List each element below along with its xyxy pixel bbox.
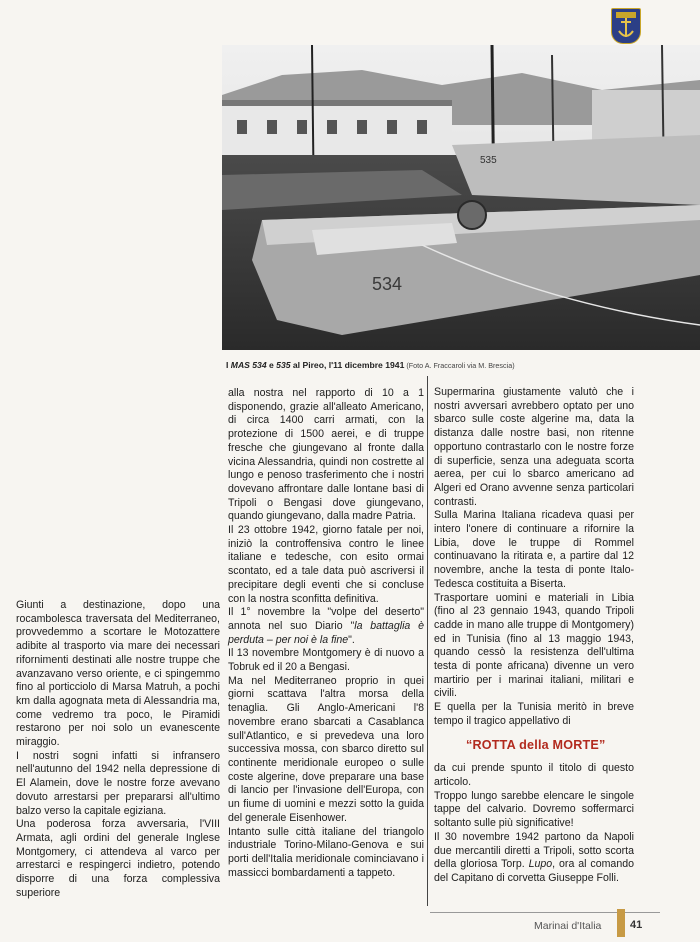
caption-prefix: I — [226, 360, 231, 370]
paragraph: I nostri sogni infatti si infransero nell'autunno del 1942 nella depressione di El Alamein, dove le nostre forze avevano dovuto arrestarsi per prepararsi all'ultimo balzo verso la capitale egiziana. — [16, 749, 220, 817]
diary-quote-end: ". — [348, 633, 355, 646]
column-3 — [434, 386, 634, 886]
paragraph: Il 23 ottobre 1942, giorno fatale per noi, iniziò la controffensiva contro le linee italiane e tedesche, con esito ormai scontato, ed a tale data può ascriversi il precipitare degli eventi che si concluse con la nostra sconfitta definitiva. — [228, 524, 424, 605]
paragraph: Troppo lungo sarebbe elencare le singole tappe del calvario. Dovremo soffermarci soltanto sulle più significative! — [434, 789, 634, 830]
paragraph: Intanto sulle città italiane del triangolo industriale Torino-Milano-Genova e sui porti dell'Italia meridionale cominciavano i massicci bombardamenti a tappeto. — [228, 825, 424, 879]
paragraph-text: Il 30 novembre 1942 partono da Napoli due mercantili diretti a Tripoli, sotto scorta della gloriosa Torp. — [434, 830, 634, 871]
paragraph: Una poderosa forza avversaria, l'VIII Armata, agli ordini del generale Inglese Montgomery, ci attendeva al varco per arrestarci e respingerci indietro, potendo disporre di una forza complessiva superiore — [16, 818, 220, 899]
mas-boats-photo — [222, 45, 700, 350]
paragraph: Ma nel Mediterraneo proprio in quei giorni scattava l'altra morsa della tenaglia. Gli Anglo-Americani l'8 novembre erano sbarcati a Casablanca sull'Atlantico, e si prevedeva una loro successiva mossa, con sbarco diretto sul continente meridionale europeo o sulle coste algerine, dove preparare una base di lancio per l'invasione dell'Europa, con un fiume di uomini e mezzi sotto la guida del generale Eisenhower. — [228, 674, 424, 824]
svg-text:534: 534 — [372, 274, 403, 294]
paragraph: E quella per la Tunisia meritò in breve tempo il tragico appellativo di — [434, 701, 634, 727]
photo-caption — [226, 360, 696, 370]
paragraph: Il 13 novembre Montgomery è di nuovo a Tobruk ed il 20 a Bengasi. — [228, 647, 424, 674]
ship-name: Lupo — [528, 858, 553, 871]
magazine-title: Marinai d'Italia — [534, 920, 602, 932]
svg-text:535: 535 — [480, 155, 497, 166]
footer-rule — [430, 912, 660, 913]
footer-accent-bar — [617, 909, 625, 937]
paragraph — [228, 606, 424, 647]
diary-intro: Il 1° novembre la "volpe del deserto" annota nel suo Diario " — [228, 606, 424, 632]
caption-text: al Pireo, l'11 dicembre 1941 — [290, 360, 405, 370]
paragraph: Giunti a destinazione, dopo una rocambolesca traversata del Mediterraneo, provvedemmo a scortare le Motozattere adibite al trasporto via mare dei necessari rifornimenti destinati alle nostre truppe che avanzavano verso oriente, e ci spingemmo fino al porticciolo di Marsa Matruh, a pochi km dalla agognata meta di Alessandria ma, come vedremo tra poco, le Piramidi restarono per noi solo un evanescente miraggio. — [16, 599, 220, 749]
column-1 — [16, 599, 220, 900]
paragraph: Trasportare uomini e materiali in Libia (fino al 23 gennaio 1943, quando Tripoli cadde in mano alle truppe di Montgomery) ed in Tunisia (fino al 13 maggio 1943, quando cessò la resistenza dell'ultima testa di ponte africana) divenne un vero martirio per i marinai italiani, militari e civili. — [434, 591, 634, 700]
caption-joiner: e — [266, 360, 277, 370]
caption-credit: (Foto A. Fraccaroli via M. Brescia) — [404, 361, 515, 370]
diary-quote: la battaglia è perduta – per noi è la fine — [228, 619, 424, 646]
paragraph-text-end: , ora al comando del Capitano di corvetta Giuseppe Folli. — [434, 858, 634, 884]
column-2 — [228, 387, 424, 880]
caption-boat-1: MAS 534 — [230, 360, 267, 370]
anchor-crest-icon — [611, 8, 641, 44]
paragraph: alla nostra nel rapporto di 10 a 1 disponendo, grazie all'alleato Americano, di circa 1400 carri armati, con la protezione di 1500 aerei, e di truppe fresche che giungevano al fronte dalla vicina Alessandria, quindi non costrette al lungo e penoso trasferimento che i nostri dovevano affrontare dalle lontane basi di Tripoli o Bengasi dove giungevano, quando giungevano, dalla madre Patria. — [228, 387, 424, 523]
paragraph: Sulla Marina Italiana ricadeva quasi per intero l'onere di continuare a rifornire la Libia, dove le truppe di Rommel continuavano la ritirata e, a partire dal 12 novembre, anche la testa di ponte Italo-Tedesca costituita a Biserta. — [434, 509, 634, 590]
paragraph — [434, 831, 634, 886]
column-divider — [427, 376, 428, 906]
caption-boat-2: 535 — [276, 360, 291, 370]
paragraph: da cui prende spunto il titolo di questo articolo. — [434, 762, 634, 788]
page-number: 41 — [630, 919, 643, 931]
section-heading: “ROTTA della MORTE” — [466, 737, 606, 752]
paragraph: Supermarina giustamente valutò che i nostri avversari avrebbero optato per uno sbarco sulle coste algerine ma, data la distanza dalle nostre basi, non ritenne opportuno contrastarlo con le nostre forze di superficie, senza una adeguata scorta aerea, per cui lo sbarco americano ad Algeri ed Orano avvenne senza particolari contrasti. — [434, 386, 634, 508]
